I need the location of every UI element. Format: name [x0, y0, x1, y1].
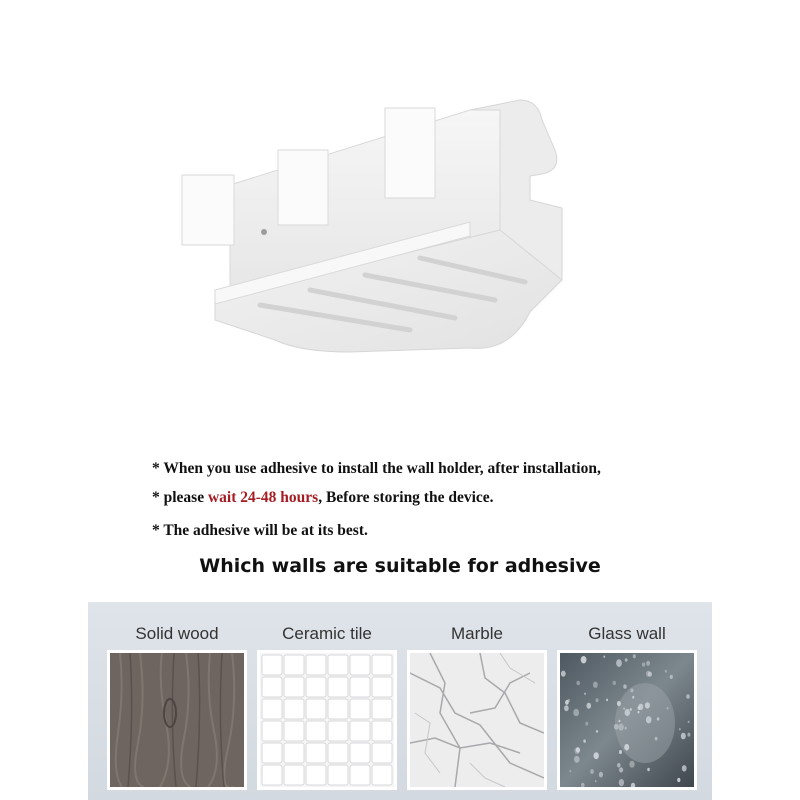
wall-types-panel: [88, 602, 712, 800]
tile-texture-icon: [257, 650, 397, 790]
marble-texture-icon: [407, 650, 547, 790]
wall-label-solid-wood: Solid wood: [135, 624, 219, 643]
glass-texture-icon: [557, 650, 697, 790]
wall-label-glass-wall: Glass wall: [588, 624, 666, 643]
wall-label-ceramic-tile: Ceramic tile: [282, 624, 372, 643]
wait-time-highlight: wait 24-48 hours: [207, 489, 319, 506]
install-note-2-suffix: , Before storing the device.: [318, 489, 494, 506]
install-note-3: * The adhesive will be at its best.: [152, 522, 368, 539]
install-note-1: * When you use adhesive to install the wall holder, after installation,: [152, 460, 601, 477]
wood-texture-icon: [107, 650, 247, 790]
wall-holder-image: [170, 90, 590, 370]
install-note-2: [152, 489, 494, 507]
install-note-2-prefix: * please: [152, 489, 208, 506]
wall-label-marble: Marble: [451, 624, 503, 643]
wall-types-heading: Which walls are suitable for adhesive: [199, 555, 601, 577]
